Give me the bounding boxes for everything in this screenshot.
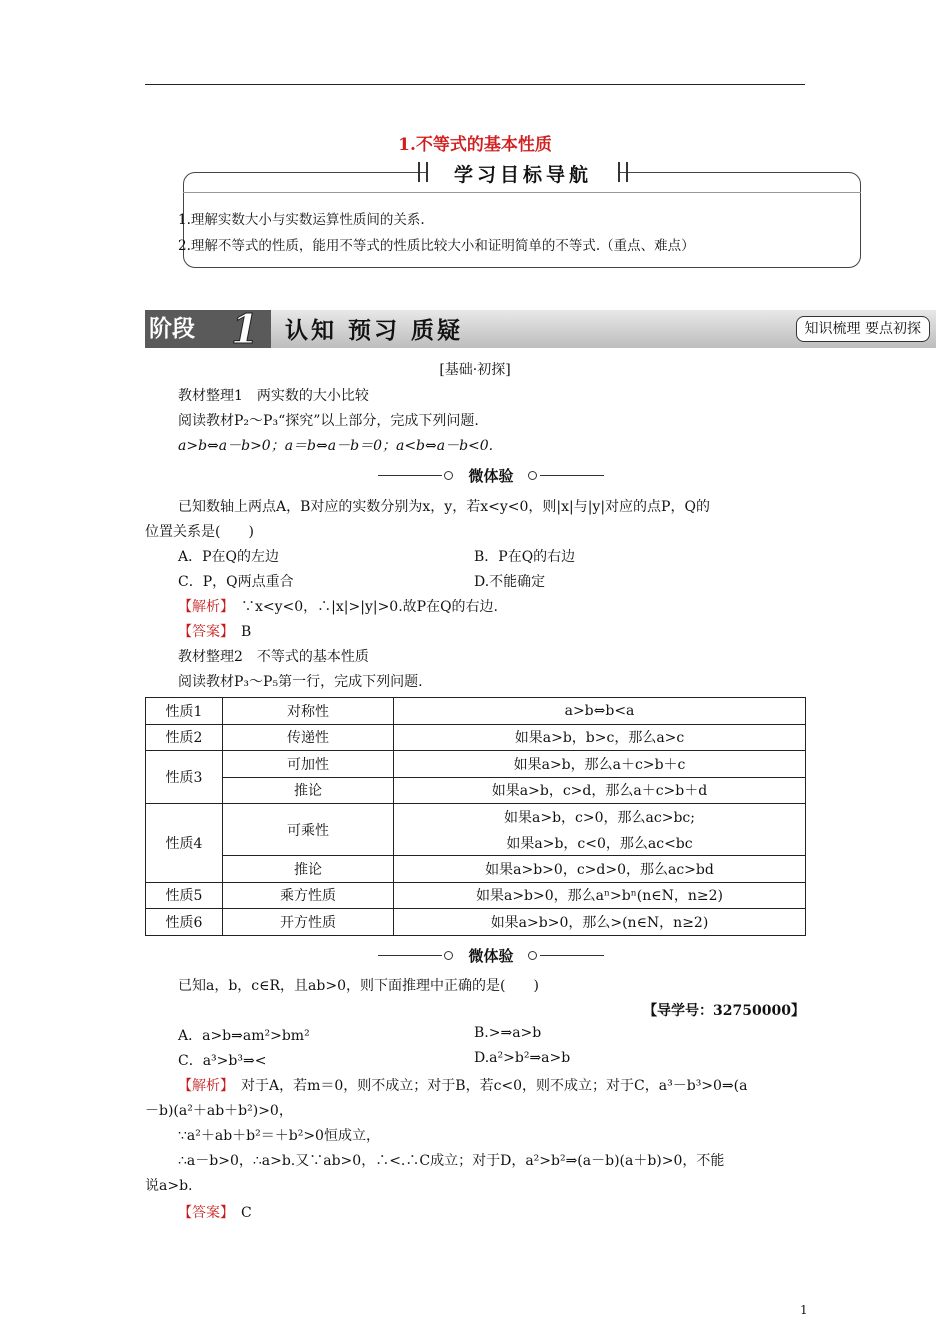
content-cell bbox=[394, 804, 806, 856]
q2-analysis-cont: 说a>b. bbox=[145, 1178, 193, 1194]
part1-fact: a>b⇔a－b>0；a＝b⇔a－b＝0；a<b⇔a－b<0. bbox=[178, 438, 494, 454]
stage-banner bbox=[145, 306, 936, 353]
content-cell: 如果a>b>0，那么aⁿ>bⁿ(n∈N，n≥2) bbox=[394, 882, 806, 909]
q1-stem: 已知数轴上两点A，B对应的实数分别为x，y，若x<y<0，则|x|与|y|对应的点P，Q的 bbox=[178, 499, 710, 515]
goals-heading: 学习目标导航 bbox=[428, 160, 618, 186]
q1-stem-cont: 位置关系是( ) bbox=[145, 524, 254, 540]
prop-cell: 性质4 bbox=[146, 804, 223, 883]
name-cell: 可乘性 bbox=[223, 804, 394, 856]
page-title: 1.不等式的基本性质 bbox=[398, 135, 552, 155]
content-cell: 如果a>b>0，那么>(n∈N，n≥2) bbox=[394, 909, 806, 936]
answer-label: 【答案】 bbox=[178, 624, 227, 640]
content-line: 如果a>b，c>0，那么ac>bc; bbox=[504, 809, 695, 826]
analysis-label: 【解析】 bbox=[178, 1078, 227, 1094]
micro-experience-divider bbox=[378, 945, 604, 965]
micro-label: 微体验 bbox=[468, 467, 514, 485]
q2-option-a: A．a>b⇒am²>bm² bbox=[178, 1028, 310, 1044]
prop-cell: 性质1 bbox=[146, 698, 223, 725]
answer-text: C bbox=[241, 1205, 252, 1221]
table-row bbox=[146, 751, 806, 778]
q2-guide-number: 【导学号：32750000】 bbox=[643, 1003, 805, 1019]
goal-item: 2.理解不等式的性质，能用不等式的性质比较大小和证明简单的不等式.（重点、难点） bbox=[178, 238, 695, 254]
q2-analysis-cont: －b)(a²＋ab＋b²)>0， bbox=[145, 1103, 293, 1119]
micro-experience-divider bbox=[378, 465, 604, 485]
table-row bbox=[146, 777, 806, 804]
stage-number: 1 bbox=[231, 306, 259, 353]
analysis-text: 对于A，若m＝0，则不成立；对于B，若c<0，则不成立；对于C，a³－b³>0⇒(a bbox=[241, 1078, 748, 1094]
goal-item: 1.理解实数大小与实数运算性质间的关系. bbox=[178, 212, 425, 228]
name-cell: 对称性 bbox=[223, 698, 394, 725]
table-row bbox=[146, 882, 806, 909]
table-row bbox=[146, 724, 806, 751]
prop-cell: 性质2 bbox=[146, 724, 223, 751]
divider-dot bbox=[444, 471, 453, 480]
table-row bbox=[146, 909, 806, 936]
stage-tag: 知识梳理 要点初探 bbox=[796, 316, 930, 342]
part1-instruction: 阅读教材P₂～P₃“探究”以上部分，完成下列问题. bbox=[178, 413, 479, 429]
section-tag: [基础·初探] bbox=[439, 362, 511, 378]
content-cell: 如果a>b，c>d，那么a＋c>b＋d bbox=[394, 777, 806, 804]
divider-line bbox=[540, 475, 604, 476]
goals-divider bbox=[183, 192, 861, 193]
properties-table bbox=[145, 697, 806, 936]
divider-line bbox=[378, 955, 442, 956]
q2-analysis-cont: ∴a－b>0，∴a>b.又∵ab>0，∴<.∴C成立；对于D，a²>b²⇒(a－b)(a＋b)>0，不能 bbox=[178, 1153, 725, 1169]
analysis-label: 【解析】 bbox=[178, 599, 227, 615]
divider-dot bbox=[528, 471, 537, 480]
table-row bbox=[146, 856, 806, 883]
name-cell: 开方性质 bbox=[223, 909, 394, 936]
prop-cell: 性质3 bbox=[146, 751, 223, 804]
table-row bbox=[146, 804, 806, 856]
divider-dot bbox=[528, 951, 537, 960]
q1-option-d: D.不能确定 bbox=[474, 574, 546, 590]
content-cell: 如果a>b，b>c，那么a>c bbox=[394, 724, 806, 751]
q2-analysis bbox=[178, 1075, 747, 1095]
content-cell: a>b⇔b<a bbox=[394, 698, 806, 725]
name-cell: 可加性 bbox=[223, 751, 394, 778]
answer-text: B bbox=[241, 624, 252, 640]
q1-analysis bbox=[178, 596, 498, 616]
part2-instruction: 阅读教材P₃～P₅第一行，完成下列问题. bbox=[178, 674, 423, 690]
content-line: 如果a>b，c<0，那么ac<bc bbox=[506, 835, 693, 852]
micro-label: 微体验 bbox=[468, 947, 514, 965]
prop-cell: 性质6 bbox=[146, 909, 223, 936]
q2-option-d: D.a²>b²⇒a>b bbox=[474, 1050, 571, 1066]
q1-option-c: C．P，Q两点重合 bbox=[178, 574, 294, 590]
q2-answer bbox=[178, 1202, 252, 1222]
analysis-text: ∵x<y<0，∴|x|>|y|>0.故P在Q的右边. bbox=[241, 599, 499, 615]
q2-stem: 已知a，b，c∈R，且ab>0，则下面推理中正确的是( ) bbox=[178, 978, 539, 994]
q1-option-a: A．P在Q的左边 bbox=[178, 549, 280, 565]
answer-label: 【答案】 bbox=[178, 1205, 227, 1221]
content-cell: 如果a>b，那么a＋c>b＋c bbox=[394, 751, 806, 778]
prop-cell: 性质5 bbox=[146, 882, 223, 909]
header-rule bbox=[145, 84, 805, 85]
part1-heading: 教材整理1 两实数的大小比较 bbox=[178, 388, 369, 404]
stage-label: 阶段 bbox=[145, 310, 271, 348]
stage-name: 认知 预习 质疑 bbox=[285, 318, 464, 344]
name-cell: 推论 bbox=[223, 777, 394, 804]
q2-option-c: C．a³>b³⇒< bbox=[178, 1053, 267, 1069]
table-row bbox=[146, 698, 806, 725]
divider-dot bbox=[444, 951, 453, 960]
q1-answer bbox=[178, 621, 251, 641]
content-cell: 如果a>b>0，c>d>0，那么ac>bd bbox=[394, 856, 806, 883]
q2-analysis-cont: ∵a²＋ab＋b²＝＋b²>0恒成立， bbox=[178, 1128, 380, 1144]
name-cell: 传递性 bbox=[223, 724, 394, 751]
part2-heading: 教材整理2 不等式的基本性质 bbox=[178, 649, 369, 665]
divider-line bbox=[540, 955, 604, 956]
name-cell: 乘方性质 bbox=[223, 882, 394, 909]
name-cell: 推论 bbox=[223, 856, 394, 883]
divider-line bbox=[378, 475, 442, 476]
q2-option-b: B.>⇒a>b bbox=[474, 1025, 542, 1041]
q1-option-b: B．P在Q的右边 bbox=[474, 549, 576, 565]
page-number: 1 bbox=[800, 1303, 808, 1317]
